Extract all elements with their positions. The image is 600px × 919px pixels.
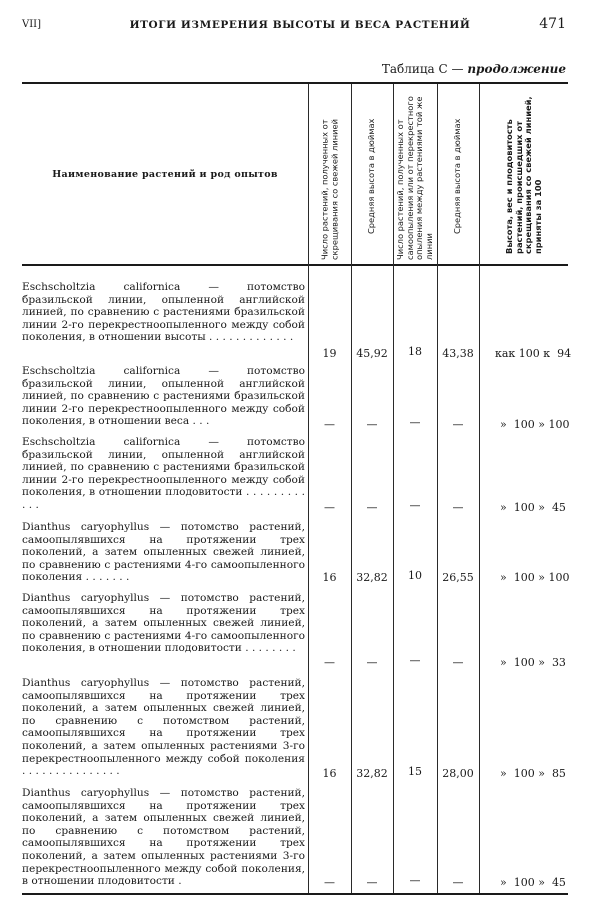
page-number: 471 (539, 16, 566, 32)
header-self-height (437, 84, 479, 264)
chapter-marker: VII] (22, 19, 42, 30)
row-description: Eschscholtzia californica — потомство бразильской линии, опыленной английской линией, по сравнению с растениями бразильской линии 2-го перекрестноопыленного между собой поколения, в отношении плодовитости . . . . . . . . . . . . (22, 436, 305, 511)
header-crossed-height (351, 84, 393, 264)
crossed-height: 32,82 (356, 571, 388, 584)
row-description: Eschscholtzia californica — потомство бразильской линии, опыленной английской линией, по сравнению с растениями бразильской линии 2-го перекрестноопыленного между собой поколения, в отношении высоты . . . . . . . . . . . . . (22, 281, 305, 344)
running-title: ИТОГИ ИЗМЕРЕНИЯ ВЫСОТЫ И ВЕСА РАСТЕНИЙ (129, 19, 471, 31)
crossed-count: — (324, 501, 335, 514)
header-crossed-count (308, 84, 351, 264)
self-height: 28,00 (442, 767, 474, 780)
crossed-height: 45,92 (356, 347, 388, 360)
self-height: — (452, 656, 464, 669)
self-height: — (452, 418, 464, 431)
self-count: — (409, 654, 421, 667)
header-crossed-height-label: Средняя высота в дюймах (366, 118, 377, 234)
self-height: 26,55 (442, 571, 474, 584)
self-height: — (452, 876, 464, 889)
header-crossed-count-label: Число растений, полученных от скрещивания со свежей линией (318, 118, 339, 260)
crossed-height: — (366, 501, 378, 514)
crossed-count: 19 (322, 347, 337, 360)
header-ratio-label: Высота, вес и плодовитость растений, происшедших от скрещивания со свежей линией, приняты за 100 (503, 96, 543, 254)
ratio-value: » 100 » 33 (500, 656, 566, 669)
self-count: — (409, 416, 421, 429)
crossed-height: — (366, 418, 378, 431)
ratio-value: » 100 » 100 (500, 418, 570, 431)
table-caption-continuation: продолжение (467, 62, 566, 76)
row-description: Dianthus caryophyllus — потомство растений, самоопылявшихся на протяжении трех поколений, а затем опыленных свежей линией, по сравнению с потомством растений, самоопылявшихся на протяжении трех поколений, а затем опыленных растениями 3-го перекрестноопыленного между собой поколения, в отношении плодовитости . (22, 787, 305, 888)
self-height: 43,38 (442, 347, 474, 360)
table-caption-label: Таблица С — (381, 62, 464, 76)
crossed-count: 16 (322, 571, 337, 584)
row-description: Dianthus caryophyllus — потомство растений, самоопылявшихся на протяжении трех поколений, а затем опыленных свежей линией, по сравнению с потомством растений, самоопылявшихся на протяжении трех поколений, а затем опыленных растениями 3-го перекрестноопыленного между собой поколения . . . . . . . . . . . . . . . (22, 677, 305, 778)
ratio-value: как 100 к 94 (495, 347, 572, 360)
self-count: — (409, 874, 421, 887)
table-caption (382, 62, 566, 76)
ratio-value: » 100 » 100 (500, 571, 570, 584)
table-header-rule (22, 264, 568, 266)
ratio-value: » 100 » 45 (500, 876, 566, 889)
row-description: Dianthus caryophyllus — потомство растений, самоопылявшихся на протяжении трех поколений, а затем опыленных свежей линией, по сравнению с растениями 4-го самоопыленного поколения, в отношении плодовитости . . . . . . . . (22, 592, 305, 655)
header-ratio (479, 84, 568, 264)
self-height: — (452, 501, 464, 514)
header-self-height-label: Средняя высота в дюймах (452, 118, 463, 234)
self-count: 10 (408, 569, 422, 582)
crossed-count: 16 (322, 767, 337, 780)
header-self-count (393, 84, 437, 264)
ratio-value: » 100 » 85 (500, 767, 566, 780)
crossed-count: — (324, 656, 335, 669)
crossed-height: — (366, 656, 378, 669)
crossed-height: — (366, 876, 378, 889)
row-description: Dianthus caryophyllus — потомство растений, самоопылявшихся на протяжении трех поколений, а затем опыленных свежей линией, по сравнению с растениями 4-го самоопыленного поколения . . . . . . . (22, 521, 305, 584)
table-bottom-rule (22, 893, 568, 895)
crossed-height: 32,82 (356, 767, 388, 780)
running-head (0, 16, 600, 36)
ratio-value: » 100 » 45 (500, 501, 566, 514)
self-count: 18 (408, 345, 422, 358)
row-description: Eschscholtzia californica — потомство бразильской линии, опыленной английской линией, по сравнению с растениями бразильской линии 2-го перекрестноопыленного между собой поколения, в отношении веса . . . (22, 365, 305, 428)
header-plant-name-label: Наименование растений и род опытов (52, 168, 278, 180)
crossed-count: — (324, 418, 335, 431)
crossed-count: — (324, 876, 335, 889)
self-count: — (409, 499, 421, 512)
header-plant-name (22, 84, 308, 264)
header-self-count-label: Число растений, полученных от самоопыления или от перекрестного опыления между растениями той же линии (394, 96, 434, 260)
self-count: 15 (408, 765, 422, 778)
